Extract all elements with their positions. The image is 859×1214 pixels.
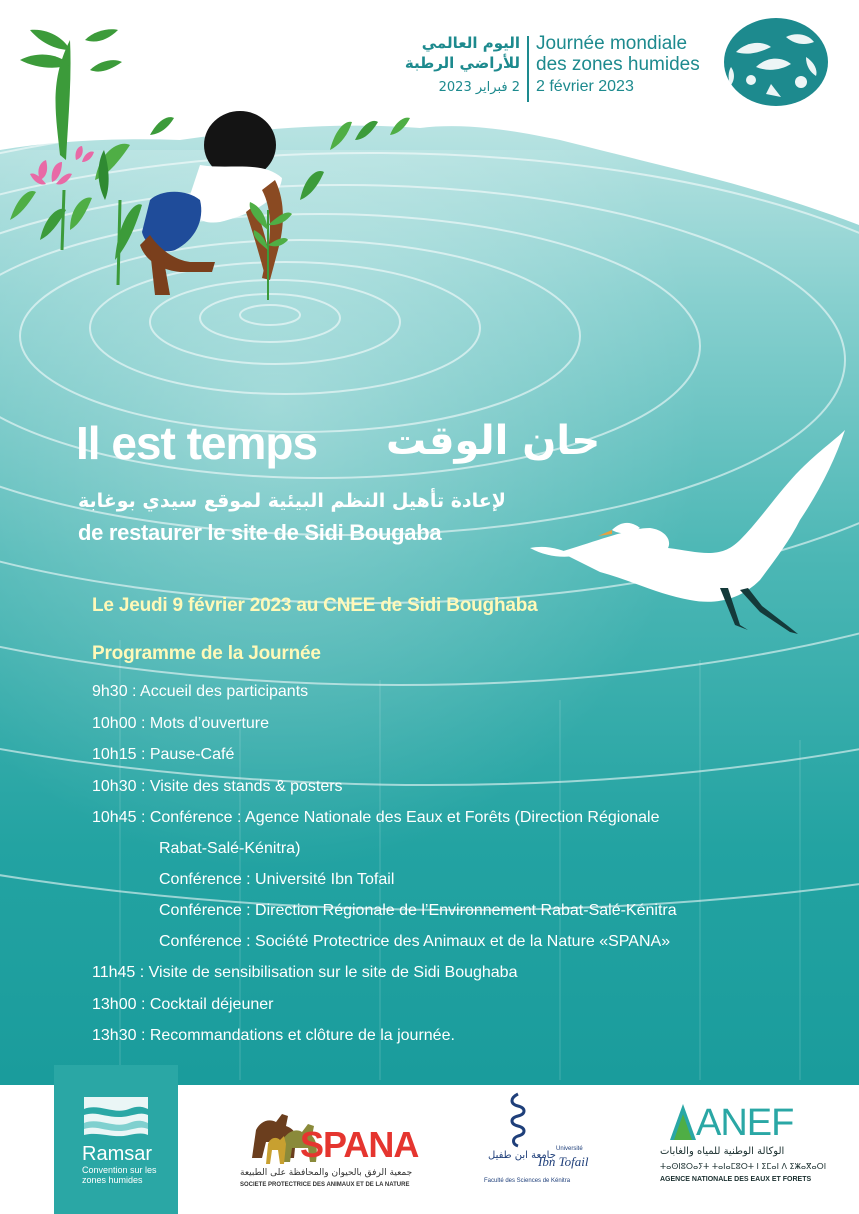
programme-item: Conférence : Université Ibn Tofail	[159, 871, 395, 888]
ramsar-caption-2: zones humides	[82, 1175, 143, 1185]
programme-item: 10h45 : Conférence : Agence Nationale des Eaux et Forêts (Direction Régionale	[92, 809, 660, 826]
programme-title: Programme de la Journée	[92, 643, 321, 664]
programme-time: 10h00	[92, 715, 137, 732]
ibn-tofail-caption: Faculté des Sciences de Kénitra	[484, 1178, 571, 1184]
ibn-tofail-univ-label: Université	[556, 1146, 583, 1152]
ibn-tofail-name: Ibn Tofail	[538, 1154, 589, 1169]
programme-item: 11h45 : Visite de sensibilisation sur le site de Sidi Boughaba	[92, 964, 518, 981]
spana-logo	[238, 1108, 419, 1194]
programme-item: Conférence : Société Protectrice des Animaux et de la Nature «SPANA»	[159, 933, 671, 950]
ibn-tofail-name-ar: جامعة ابن طفيل	[488, 1150, 556, 1161]
programme-label: Mots d’ouverture	[149, 715, 270, 732]
subtitle-fr: de restaurer le site de Sidi Bougaba	[78, 520, 442, 545]
wetlands-emblem	[724, 18, 828, 106]
header-date-ar: 2 فبراير 2023	[438, 80, 520, 95]
header-title-fr-1: Journée mondiale	[536, 33, 688, 54]
ramsar-name: Ramsar	[82, 1143, 153, 1165]
university-emblem-icon	[498, 1090, 538, 1150]
programme-item-continuation: Rabat-Salé-Kénitra)	[159, 840, 301, 857]
spana-caption-ar: جمعية الرفق بالحيوان والمحافظة على الطبيعة	[240, 1168, 413, 1178]
subtitle-ar: لإعادة تأهيل النظم البيئية لموقع سيدي بوغابة	[78, 490, 506, 512]
anef-caption-ar: الوكالة الوطنية للمياه والغابات	[660, 1146, 785, 1157]
ibn-tofail-logo	[478, 1090, 590, 1190]
anef-tree-icon	[668, 1102, 698, 1142]
programme-time: 9h30	[92, 683, 128, 700]
programme-time: 11h45	[92, 964, 136, 981]
programme-item: 10h00 : Mots d’ouverture	[92, 715, 270, 732]
programme-item: 9h30 : Accueil des participants	[92, 683, 309, 700]
programme-time: 10h45	[92, 809, 137, 826]
programme-label: Visite de sensibilisation sur le site de Sidi Boughaba	[148, 964, 518, 981]
anef-name: ANEF	[696, 1102, 794, 1144]
programme-label: Conférence : Agence Nationale des Eaux et Forêts (Direction Régionale	[149, 809, 660, 826]
header-title-ar-2: للأراضي الرطبة	[404, 54, 520, 72]
header-divider	[527, 36, 529, 102]
programme-label: Recommandations et clôture de la journée.	[149, 1027, 455, 1044]
programme-item: Conférence : Direction Régionale de l’Environnement Rabat-Salé-Kénitra	[159, 902, 677, 919]
programme-label: Pause-Café	[149, 746, 235, 763]
programme-item: 10h15 : Pause-Café	[92, 746, 235, 763]
programme-item: 13h30 : Recommandations et clôture de la journée.	[92, 1027, 455, 1044]
ramsar-waves-icon	[54, 1065, 178, 1214]
anef-caption-tifinagh: ⵜⴰⵙⵏⵓⵔⴰⵢⵜ ⵜⴰⵏⴰⵎⵓⵔⵜ ⵏ ⵉⵎⴰⵏ ⴷ ⵉⵥⴰⴳⴰⵔⵏ	[660, 1162, 827, 1171]
programme-time: 13h00	[92, 996, 137, 1013]
programme-label: Visite des stands & posters	[149, 778, 343, 795]
programme-time: 10h15	[92, 746, 137, 763]
programme-time: 10h30	[92, 778, 137, 795]
header-date-fr: 2 février 2023	[536, 78, 634, 95]
programme-label: Cocktail déjeuner	[149, 996, 274, 1013]
event-date-place: Le Jeudi 9 février 2023 au CNEE de Sidi Boughaba	[92, 595, 538, 616]
programme-item: 13h00 : Cocktail déjeuner	[92, 996, 274, 1013]
programme-time: 13h30	[92, 1027, 137, 1044]
spana-caption-fr: SOCIETE PROTECTRICE DES ANIMAUX ET DE LA NATURE	[240, 1182, 410, 1188]
anef-caption-fr: AGENCE NATIONALE DES EAUX ET FORETS	[660, 1176, 812, 1183]
programme-item: 10h30 : Visite des stands & posters	[92, 778, 343, 795]
anef-logo	[656, 1102, 827, 1198]
spana-name: SPANA	[300, 1124, 419, 1165]
ramsar-logo	[54, 1065, 178, 1214]
programme-label: Accueil des participants	[140, 683, 309, 700]
header-title-fr-2: des zones humides	[536, 54, 700, 75]
header-title-ar-1: اليوم العالمي	[421, 34, 520, 52]
headline-fr: Il est temps	[76, 417, 318, 469]
ramsar-caption-1: Convention sur les	[82, 1165, 157, 1175]
headline-ar: حان الوقت	[386, 418, 601, 464]
